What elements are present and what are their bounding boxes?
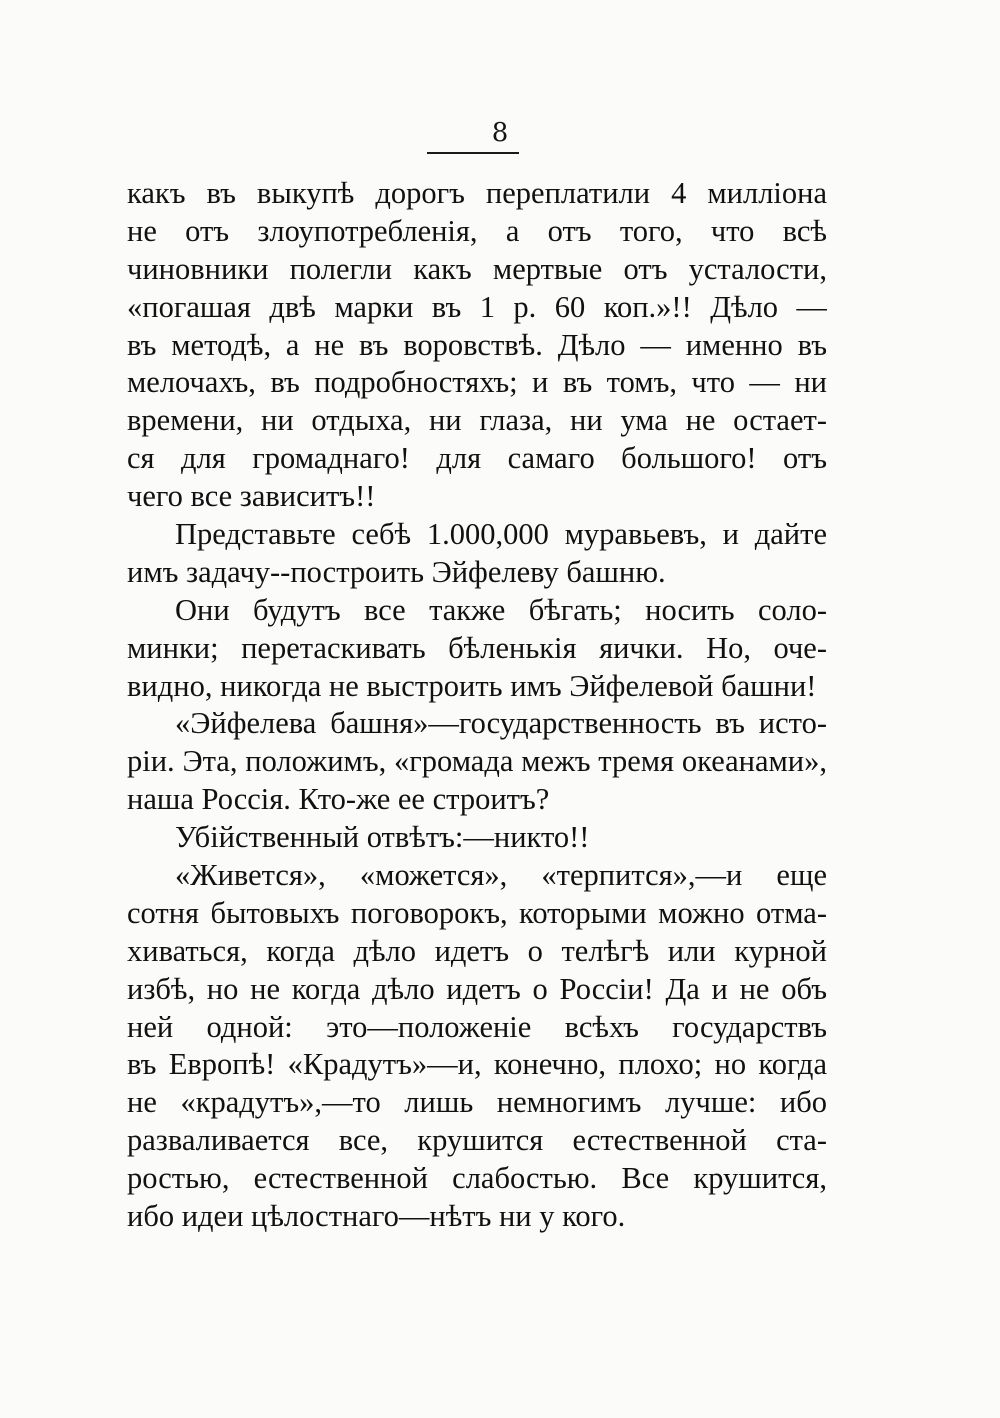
text-line: Убійственный отвѣтъ:—никто!! — [175, 820, 590, 855]
text-line: имъ задачу--построить Эйфелеву башню. — [127, 554, 666, 589]
text-line: «Живется», «можется», «терпится»,—и еще — [175, 858, 827, 893]
page-number-rule — [427, 152, 519, 154]
text-line: «Эйфелева башня»—государственность въ исто- — [175, 706, 827, 741]
text-line: сотня бытовыхъ поговорокъ, которыми можно отма- — [127, 895, 827, 930]
text-line: чиновники полегли какъ мертвые отъ усталости, — [127, 251, 827, 286]
text-line: мелочахъ, въ подробностяхъ; и въ томъ, что — ни — [127, 365, 827, 400]
text-line: ростью, естественной слабостью. Все крушится, — [127, 1161, 827, 1196]
text-line: ней одной: это—положеніе всѣхъ государствъ — [127, 1009, 827, 1044]
text-line: видно, никогда не выстроить имъ Эйфелевой башни! — [127, 668, 817, 703]
text-line: Представьте себѣ 1.000,000 муравьевъ, и дайте — [175, 517, 827, 552]
text-line: избѣ, но не когда дѣло идетъ о Россіи! Да и не объ — [127, 971, 827, 1006]
text-line: чего все зависитъ!! — [127, 479, 376, 514]
text-line: ріи. Эта, положимъ, «громада межъ тремя океанами», — [127, 744, 827, 779]
text-line: «погашая двѣ марки въ 1 р. 60 коп.»!! Дѣло — — [127, 289, 827, 324]
text-line: въ Европѣ! «Крадутъ»—и, конечно, плохо; но когда — [127, 1047, 827, 1082]
page-number: 8 — [491, 118, 509, 148]
text-line: наша Россія. Кто-же ее строитъ? — [127, 782, 550, 817]
text-line: не «крадутъ»,—то лишь немногимъ лучше: ибо — [127, 1085, 827, 1120]
text-line: хиваться, когда дѣло идетъ о телѣгѣ или курной — [127, 933, 827, 968]
text-line: ся для громаднаго! для самаго большого! отъ — [127, 441, 827, 476]
text-line: минки; перетаскивать бѣленькія яички. Но, оче- — [127, 630, 827, 665]
text-line: разваливается все, крушится естественной ста- — [127, 1123, 827, 1158]
text-line: ибо идеи цѣлостнаго—нѣтъ ни у кого. — [127, 1199, 626, 1234]
text-line: Они будутъ все также бѣгать; носить соло- — [175, 592, 827, 627]
text-line: въ методѣ, а не въ воровствѣ. Дѣло — именно въ — [127, 327, 827, 362]
page-text — [127, 175, 827, 1236]
text-line: времени, ни отдыха, ни глаза, ни ума не остает- — [127, 403, 827, 438]
text-line: какъ въ выкупѣ дорогъ переплатили 4 милліона — [127, 176, 827, 210]
text-line: не отъ злоупотребленія, а отъ того, что всѣ — [127, 213, 827, 248]
